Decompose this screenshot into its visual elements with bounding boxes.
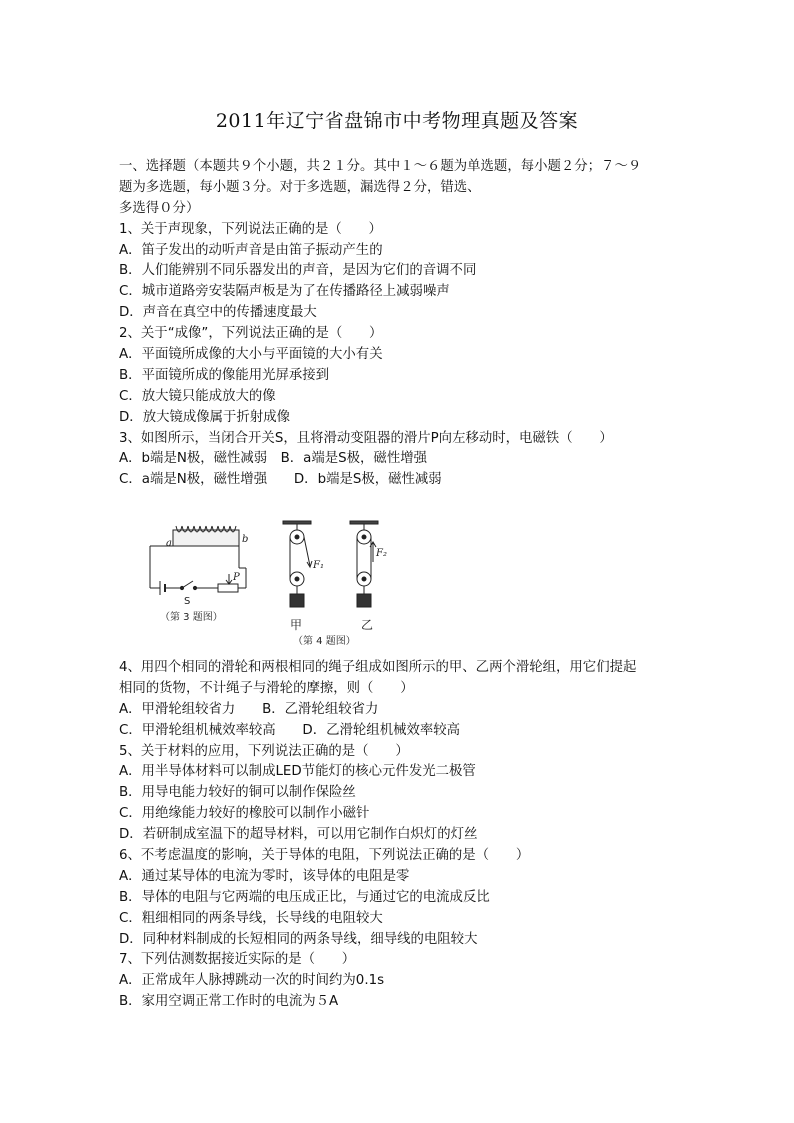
ceiling-mount [283, 521, 311, 524]
question-7-option-b: B．家用空调正常工作时的电流为５A [119, 994, 339, 1010]
label-a: a [166, 538, 172, 549]
label-s: S [184, 596, 191, 607]
ceiling-mount [350, 521, 378, 524]
question-4-options-ab: A．甲滑轮组较省力 B．乙滑轮组较省力 [119, 701, 379, 717]
switch-lever [182, 581, 193, 588]
question-5-option-d: D．若研制成室温下的超导材料，可以用它制作白炽灯的灯丝 [119, 827, 478, 843]
figure-3-caption: （第 3 题图） [160, 612, 223, 623]
pulley-axle [295, 577, 299, 581]
question-2-option-c: C．放大镜只能成放大的像 [119, 388, 276, 404]
question-6-option-c: C．粗细相同的两条导线，长导线的电阻较大 [119, 910, 383, 926]
question-2-option-b: B．平面镜所成的像能用光屏承接到 [119, 367, 330, 383]
question-6-option-a: A．通过某导体的电流为零时，该导体的电阻是零 [119, 868, 410, 884]
question-5-option-c: C．用绝缘能力较好的橡胶可以制作小磁针 [119, 806, 370, 822]
iron-core [173, 530, 239, 546]
label-b: b [242, 534, 249, 545]
question-7-option-a: A．正常成年人脉搏跳动一次的时间约为0.1s [119, 973, 385, 989]
question-6-option-b: B．导体的电阻与它两端的电压成正比，与通过它的电流成反比 [119, 889, 490, 905]
question-1-stem: 1、关于声现象，下列说法正确的是（ ） [119, 221, 382, 237]
question-5-stem: 5、关于材料的应用，下列说法正确的是（ ） [119, 743, 409, 759]
question-1-option-d: D．声音在真空中的传播速度最大 [119, 305, 317, 321]
question-2-stem: 2、关于“成像”，下列说法正确的是（ ） [119, 326, 383, 342]
question-3-options-ab: A．b端是N极，磁性减弱 B．a端是S极，磁性增强 [119, 451, 427, 467]
question-4-options-cd: C．甲滑轮组机械效率较高 D．乙滑轮组机械效率较高 [119, 722, 461, 738]
pulley-system-jia [283, 521, 312, 607]
figure-4-caption: （第 4 题图） [293, 636, 356, 647]
figure-questions-3-4 [138, 516, 398, 651]
rope-pull [304, 537, 310, 566]
pulley-axle [362, 577, 366, 581]
figure-svg [138, 516, 398, 651]
label-f1: F₁ [313, 560, 324, 571]
electromagnet-circuit-figure [150, 526, 249, 595]
section-intro: 一、选择题（本题共９个小题，共２１分。其中１～６题为单选题，每小题２分；７～９ [119, 159, 642, 174]
question-6-option-d: D．同种材料制成的长短相同的两条导线，细导线的电阻较大 [119, 931, 478, 947]
label-yi: 乙 [361, 618, 374, 632]
pulley-system-yi [350, 521, 378, 607]
section-intro: 题为多选题，每小题３分。对于多选题，漏选得２分，错选、 [119, 179, 481, 195]
question-4-stem: 4、用四个相同的滑轮和两根相同的绳子组成如图所示的甲、乙两个滑轮组，用它们提起 [119, 660, 637, 675]
question-1-option-a: A．笛子发出的动听声音是由笛子振动产生的 [119, 242, 383, 258]
pulley-axle [295, 535, 299, 539]
pulley-axle [362, 535, 366, 539]
label-p: P [233, 572, 240, 583]
page-title: 2011年辽宁省盘锦市中考物理真题及答案 [215, 110, 579, 132]
question-3-options-cd: C．a端是N极，磁性增强 D．b端是S极，磁性减弱 [119, 472, 442, 488]
rheostat [218, 584, 238, 592]
section-intro: 多选得０分） [119, 200, 200, 216]
question-4-stem-cont: 相同的货物，不计绳子与滑轮的摩擦，则（ ） [119, 680, 414, 696]
question-5-option-a: A．用半导体材料可以制成LED节能灯的核心元件发光二极管 [119, 764, 476, 780]
load-weight [290, 594, 304, 607]
questions-part-1 [119, 157, 679, 491]
load-weight [357, 594, 371, 607]
question-6-stem: 6、不考虑温度的影响，关于导体的电阻，下列说法正确的是（ ） [119, 848, 530, 864]
question-3-stem: 3、如图所示，当闭合开关S，且将滑动变阻器的滑片P向左移动时，电磁铁（ ） [119, 430, 613, 446]
question-7-stem: 7、下列估测数据接近实际的是（ ） [119, 952, 356, 968]
question-1-option-b: B．人们能辨别不同乐器发出的声音，是因为它们的音调不同 [119, 263, 477, 279]
label-f2: F₂ [376, 548, 387, 559]
question-2-option-d: D．放大镜成像属于折射成像 [119, 409, 290, 425]
question-1-option-c: C．城市道路旁安装隔声板是为了在传播路径上减弱噪声 [119, 284, 450, 300]
label-jia: 甲 [290, 618, 303, 632]
questions-part-2 [119, 658, 679, 1013]
question-5-option-b: B．用导电能力较好的铜可以制作保险丝 [119, 785, 356, 801]
question-2-option-a: A．平面镜所成像的大小与平面镜的大小有关 [119, 347, 383, 363]
